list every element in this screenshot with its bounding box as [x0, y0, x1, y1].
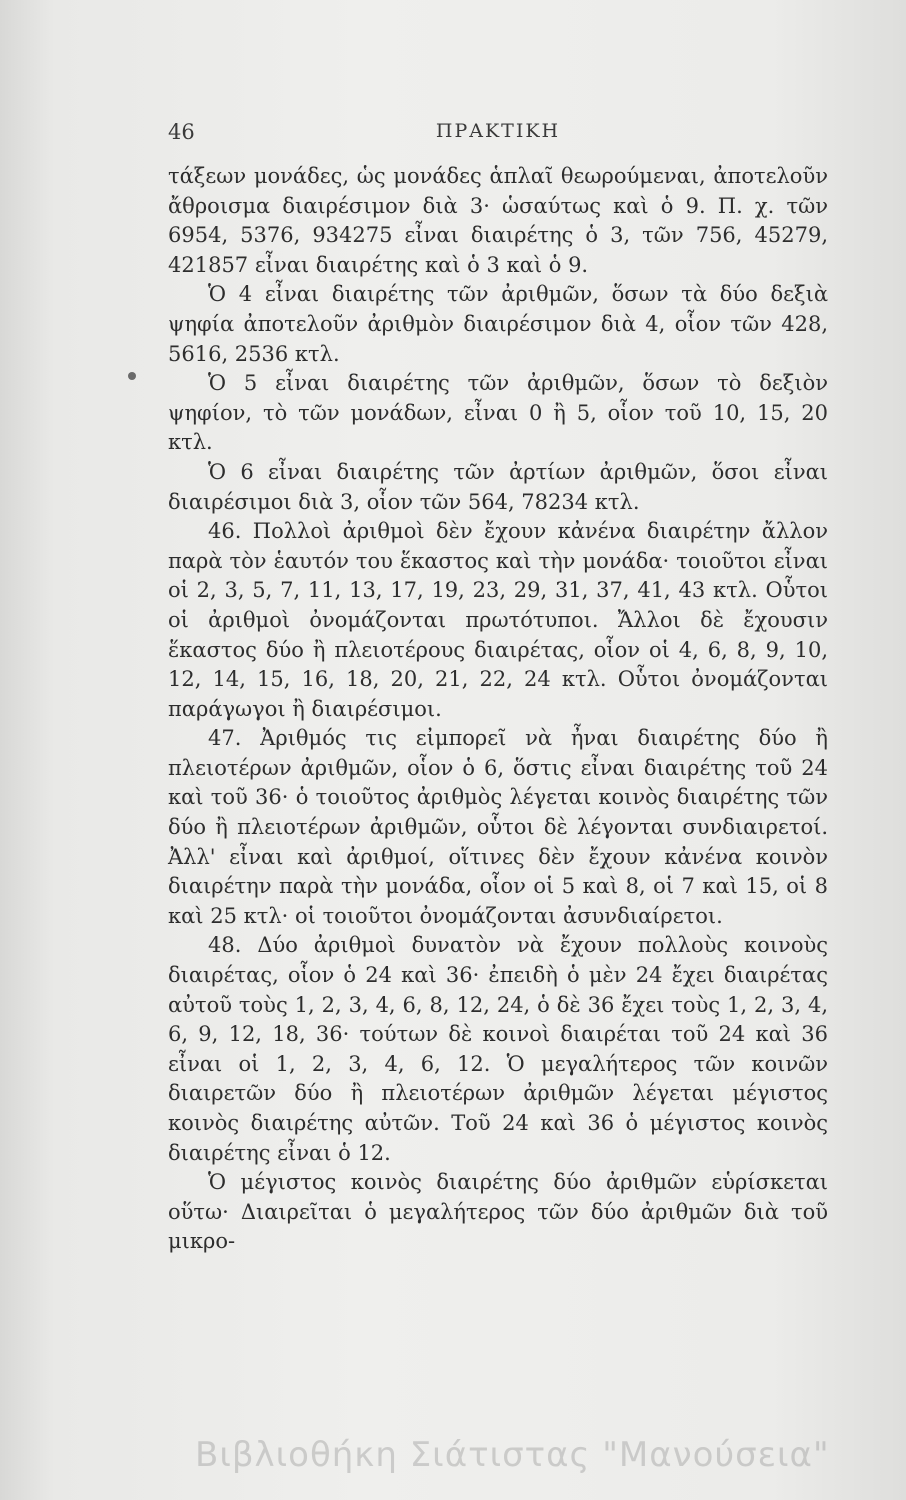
running-title: ΠΡΑΚΤΙΚΗ: [435, 120, 561, 142]
paragraph: Ὁ 4 εἶναι διαιρέτης τῶν ἀριθμῶν, ὅσων τὰ δύο δεξιὰ ψηφία ἀποτελοῦν ἀριθμὸν διαιρέσιμον διὰ 4, οἷον τῶν 428, 5616, 2536 κτλ.: [168, 282, 828, 366]
page-body: [168, 162, 828, 1257]
paragraph: Ὁ 5 εἶναι διαιρέτης τῶν ἀριθμῶν, ὅσων τὸ δεξιὸν ψηφίον, τὸ τῶν μονάδων, εἶναι 0 ἢ 5, οἷον τοῦ 10, 15, 20 κτλ.: [168, 371, 828, 455]
page-number: 46: [168, 120, 195, 144]
paragraph: 48. Δύο ἀριθμοὶ δυνατὸν νὰ ἔχουν πολλοὺς κοινοὺς διαιρέτας, οἷον ὁ 24 καὶ 36· ἐπειδὴ ὁ μὲν 24 ἔχει διαιρέτας αὐτοῦ τοὺς 1, 2, 3, 4, 6, 8, 12, 24, ὁ δὲ 36 ἔχει τοὺς 1, 2, 3, 4, 6, 9, 12, 18, 36· τούτων δὲ κοινοὶ διαιρέται τοῦ 24 καὶ 36 εἶναι οἱ 1, 2, 3, 4, 6, 12. Ὁ μεγαλήτερος τῶν κοινῶν διαιρετῶν δύο ἢ πλειοτέρων ἀριθμῶν λέγεται μέγιστος κοινὸς διαιρέτης αὐτῶν. Τοῦ 24 καὶ 36 ὁ μέγιστος κοινὸς διαιρέτης εἶναι ὁ 12.: [168, 933, 828, 1165]
paragraph: Ὁ μέγιστος κοινὸς διαιρέτης δύο ἀριθμῶν εὑρίσκεται οὕτω· Διαιρεῖται ὁ μεγαλήτερος τῶν δύο ἀριθμῶν διὰ τοῦ μικρο-: [168, 1170, 828, 1254]
margin-mark: [128, 372, 136, 380]
paragraph: 46. Πολλοὶ ἀριθμοὶ δὲν ἔχουν κἀνένα διαιρέτην ἄλλον παρὰ τὸν ἑαυτόν του ἕκαστος καὶ τὴν μονάδα· τοιοῦτοι εἶναι οἱ 2, 3, 5, 7, 11, 13, 17, 19, 23, 29, 31, 37, 41, 43 κτλ. Οὗτοι οἱ ἀριθμοὶ ὀνομάζονται πρωτότυποι. Ἄλλοι δὲ ἔχουσιν ἕκαστος δύο ἢ πλειοτέρους διαιρέτας, οἷον οἱ 4, 6, 8, 9, 10, 12, 14, 15, 16, 18, 20, 21, 22, 24 κτλ. Οὗτοι ὀνομάζονται παράγωγοι ἢ διαιρέσιμοι.: [168, 519, 828, 721]
paragraph: Ὁ 6 εἶναι διαιρέτης τῶν ἀρτίων ἀριθμῶν, ὅσοι εἶναι διαιρέσιμοι διὰ 3, οἷον τῶν 564, 78234 κτλ.: [168, 459, 828, 514]
paragraph: 47. Ἀριθμός τις εἰμπορεῖ νὰ ἦναι διαιρέτης δύο ἢ πλειοτέρων ἀριθμῶν, οἷον ὁ 6, ὅστις εἶναι διαιρέτης τοῦ 24 καὶ τοῦ 36· ὁ τοιοῦτος ἀριθμὸς λέγεται κοινὸς διαιρέτης τῶν δύο ἢ πλειοτέρων ἀριθμῶν, οὗτοι δὲ λέγονται συνδιαιρετοί. Ἀλλ' εἶναι καὶ ἀριθμοί, οἵτινες δὲν ἔχουν κἀνένα κοινὸν διαιρέτην παρὰ τὴν μονάδα, οἷον οἱ 5 καὶ 8, οἱ 7 καὶ 15, οἱ 8 καὶ 25 κτλ· οἱ τοιοῦτοι ὀνομάζονται ἀσυνδιαίρετοι.: [168, 726, 828, 928]
page-header: [168, 120, 828, 160]
library-watermark: Βιβλιοθήκη Σιάτιστας "Μανούσεια": [195, 1435, 830, 1475]
paragraph: τάξεων μονάδες, ὡς μονάδες ἁπλαῖ θεωρούμεναι, ἀποτελοῦν ἄθροισμα διαιρέσιμον διὰ 3· ὡσαύτως καὶ ὁ 9. Π. χ. τῶν 6954, 5376, 934275 εἶναι διαιρέτης ὁ 3, τῶν 756, 45279, 421857 εἶναι διαιρέτης καὶ ὁ 3 καὶ ὁ 9.: [168, 164, 828, 277]
